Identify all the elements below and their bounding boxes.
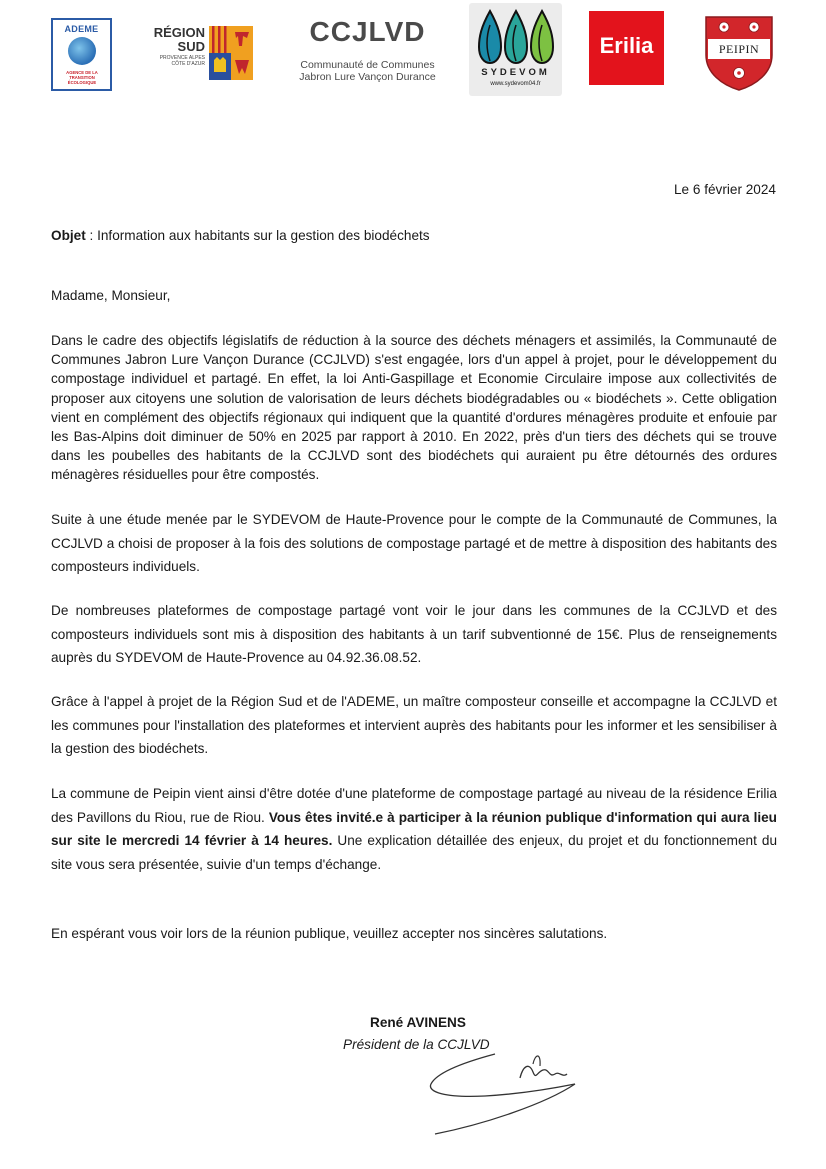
invitation-intro: La commune de Peipin vient ainsi d'être dotée d'une plateforme de compostage partagé au niveau de la résidence Erilia des Pavillons du Riou, rue de Riou. xyxy=(51,786,777,825)
erilia-logo xyxy=(589,11,664,85)
invitation-details: Une explication détaillée des enjeux, du projet et du fonctionnement du site vous sera présentée, suivie d'un temps d'échange. xyxy=(51,833,778,872)
ccjlvd-logo-subtitle-line2: Jabron Lure Vançon Durance xyxy=(299,71,436,83)
drops-icon xyxy=(477,9,555,65)
paragraph-context: Dans le cadre des objectifs législatifs de réduction à la source des déchets ménagers et assimilés, la Communauté de Communes Jabron Lure Vançon Durance (CCJLVD) s'est engagée, lors d'un appel à projet, pour le développement du compostage individuel et partagé. En effet, la loi Anti-Gaspillage et Economie Circulaire impose aux collectivités de proposer aux citoyens une solution de valorisation de leurs déchets biodégradables ou « biodéchets ». Cette obligation vient en complément des objectifs régionaux qui indiquent que la quantité d'ordures ménagères produite et enfouie par les Bas-Alpins doit diminuer de 50% en 2025 par rapport à 2010. En 2022, près d'un tiers des déchets qui se trouve dans les poubelles des habitants de la CCJLVD sont des biodéchets qui auraient pu être détournés des ordures ménagères résiduelles pour être compostés. xyxy=(51,333,777,483)
region-logo-name: RÉGION SUD xyxy=(153,25,205,54)
globe-icon xyxy=(68,37,96,65)
invitation-meeting: Vous êtes invité.e à participer à la réunion publique d'information qui aura lieu sur site le mercredi 14 février à 14 heures. xyxy=(51,809,777,848)
sydevom-logo-name: SYDEVOM xyxy=(481,67,550,78)
region-sud-logo xyxy=(143,24,253,84)
ademe-logo-title: ADEME xyxy=(64,24,99,34)
paragraph-platforms: De nombreuses plateformes de compostage partagé vont voir le jour dans les communes de la CCJLVD et des composteurs individuels sont mis à disposition des habitants à un tarif subventionné de 15€. Plus de renseignements auprès du SYDEVOM de Haute-Provence au 04.92.36.08.52. xyxy=(51,603,777,665)
region-shield-icon xyxy=(209,26,253,80)
letter-subject xyxy=(51,226,430,247)
ccjlvd-logo-subtitle xyxy=(285,59,450,83)
paragraph-invitation xyxy=(51,782,777,876)
peipin-logo-name: PEIPIN xyxy=(718,42,760,56)
subject-text: : Information aux habitants sur la gestion des biodéchets xyxy=(85,228,430,243)
peipin-logo xyxy=(704,15,774,91)
letter-salutation: Madame, Monsieur, xyxy=(51,288,171,303)
letter-closing: En espérant vous voir lors de la réunion publique, veuillez accepter nos sincères salutations. xyxy=(51,926,608,941)
sydevom-logo xyxy=(469,3,562,96)
ccjlvd-logo-subtitle-line1: Communauté de Communes xyxy=(300,59,435,71)
ademe-logo xyxy=(51,18,112,91)
signatory-name: René AVINENS xyxy=(370,1015,466,1030)
ccjlvd-logo-name: CCJLVD xyxy=(309,16,426,47)
subject-label: Objet xyxy=(51,228,86,243)
paragraph-master-composter: Grâce à l'appel à projet de la Région Sud et de l'ADEME, un maître composteur conseille et accompagne la CCJLVD et les communes pour l'installation des plateformes et intervient auprès des habitants pour les informer et les sensibiliser à la gestion des biodéchets. xyxy=(51,694,777,756)
handwritten-signature xyxy=(425,1044,585,1139)
erilia-logo-name: Erilia xyxy=(599,33,654,58)
ccjlvd-logo xyxy=(285,16,450,90)
ademe-logo-subtitle: AGENCE DE LA TRANSITION ÉCOLOGIQUE xyxy=(66,70,98,85)
region-logo-subtitle: PROVENCE ALPES CÔTE D'AZUR xyxy=(159,55,205,67)
sydevom-logo-url: www.sydevom04.fr xyxy=(490,81,541,87)
signatory-title: Président de la CCJLVD xyxy=(343,1037,490,1052)
paragraph-study: Suite à une étude menée par le SYDEVOM de Haute-Provence pour le compte de la Communauté de Communes, la CCJLVD a choisi de proposer à la fois des solutions de compostage partagé et de mettre à disposition des habitants des composteurs individuels. xyxy=(51,512,777,574)
letter-date: Le 6 février 2024 xyxy=(673,182,776,197)
